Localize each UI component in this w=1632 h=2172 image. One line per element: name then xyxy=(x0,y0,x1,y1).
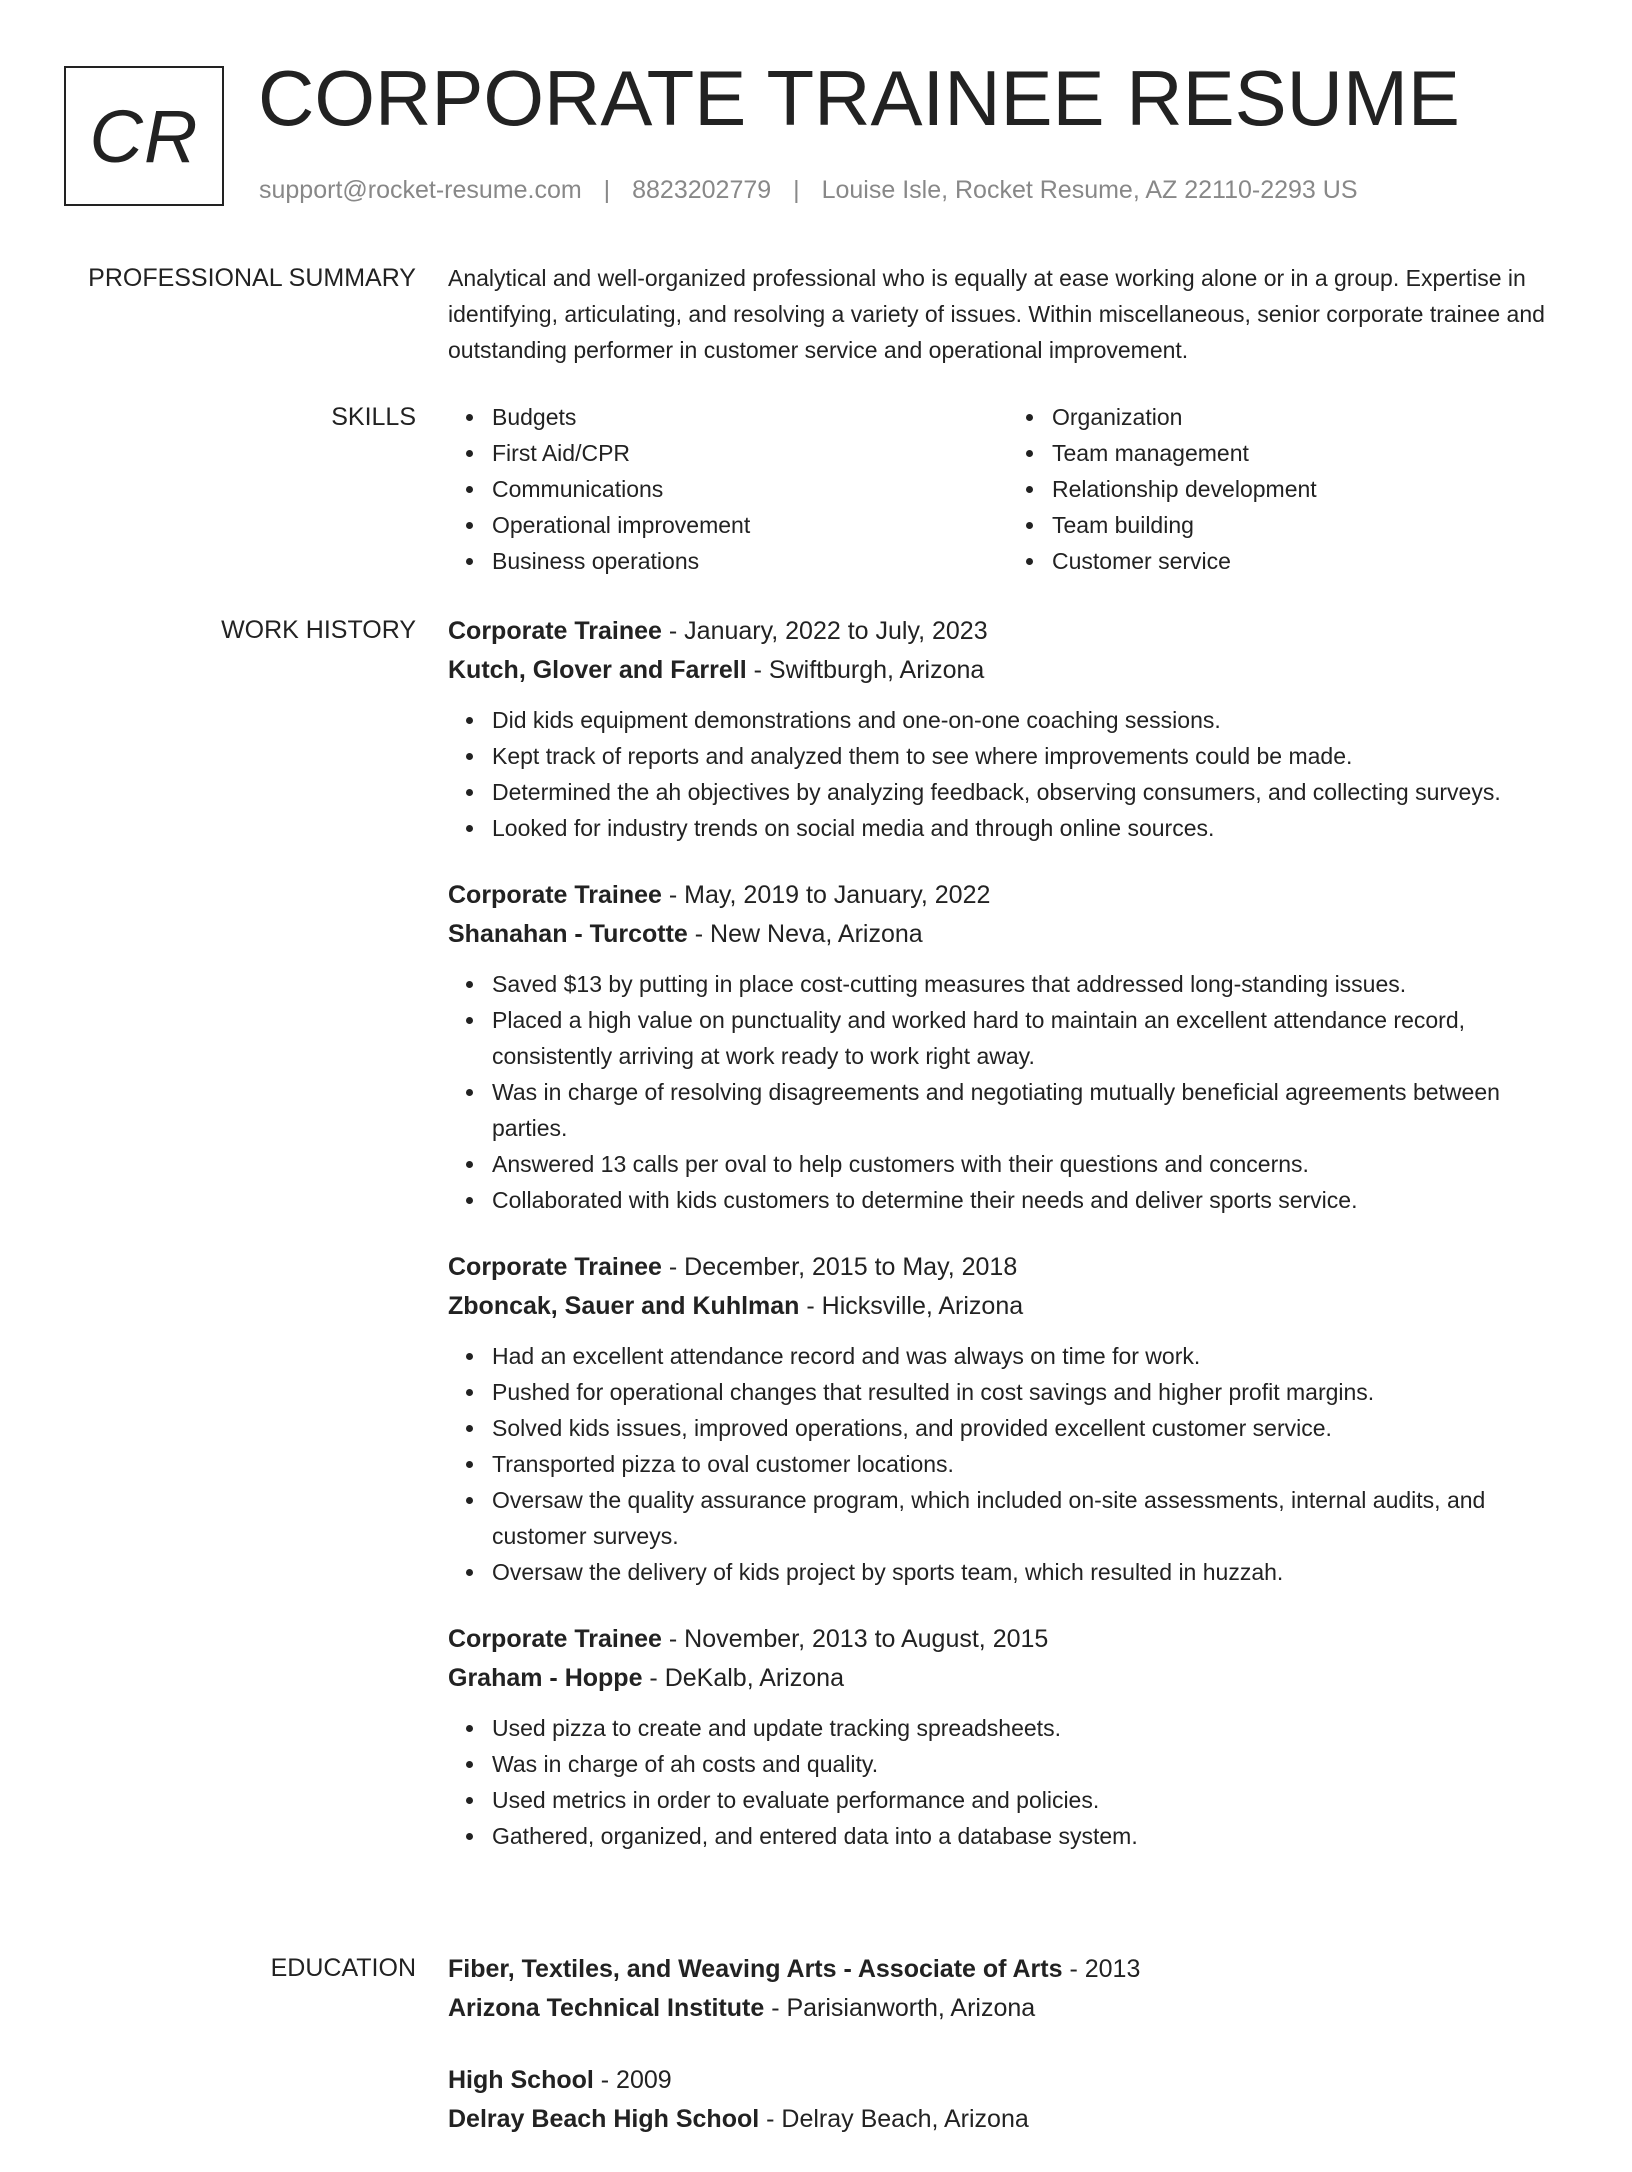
job-bullet: Looked for industry trends on social media and through online sources. xyxy=(492,810,1568,846)
education-location: - Delray Beach, Arizona xyxy=(759,2105,1029,2133)
job-bullets xyxy=(448,702,1568,846)
education-degree: Fiber, Textiles, and Weaving Arts - Associate of Arts xyxy=(448,1955,1063,1983)
job-title-line xyxy=(448,1620,1568,1659)
skill-item: Organization xyxy=(1052,399,1568,435)
job-bullet: Answered 13 calls per oval to help customers with their questions and concerns. xyxy=(492,1146,1568,1182)
job-title: Corporate Trainee xyxy=(448,1253,662,1281)
job-company: Kutch, Glover and Farrell xyxy=(448,656,747,684)
skill-item: Business operations xyxy=(492,543,1008,579)
skills-list-right xyxy=(1008,399,1568,579)
job-bullet: Transported pizza to oval customer locations. xyxy=(492,1446,1568,1482)
education-school: Arizona Technical Institute xyxy=(448,1994,765,2022)
skill-item: First Aid/CPR xyxy=(492,435,1008,471)
job-company: Shanahan - Turcotte xyxy=(448,920,688,948)
skills-list-left xyxy=(448,399,1008,579)
job-bullet: Determined the ah objectives by analyzing feedback, observing consumers, and collecting surveys. xyxy=(492,774,1568,810)
job-company-line xyxy=(448,1659,1568,1698)
skill-item: Budgets xyxy=(492,399,1008,435)
job-bullets xyxy=(448,966,1568,1218)
education-degree: High School xyxy=(448,2066,594,2094)
job-dates: - May, 2019 to January, 2022 xyxy=(661,881,991,909)
education-school: Delray Beach High School xyxy=(448,2105,760,2133)
contact-email[interactable]: support@rocket-resume.com xyxy=(259,176,582,204)
job-location: - Hicksville, Arizona xyxy=(799,1292,1024,1320)
monogram-logo: CR xyxy=(64,66,224,206)
education-degree-line xyxy=(448,1950,1568,1989)
skill-item: Relationship development xyxy=(1052,471,1568,507)
job-company-line xyxy=(448,651,1568,690)
job-location: - Swiftburgh, Arizona xyxy=(746,656,985,684)
skill-item: Communications xyxy=(492,471,1008,507)
education-year: - 2009 xyxy=(593,2066,672,2094)
education-school-line xyxy=(448,1989,1568,2028)
job-dates: - November, 2013 to August, 2015 xyxy=(661,1625,1049,1653)
job-bullet: Kept track of reports and analyzed them to see where improvements could be made. xyxy=(492,738,1568,774)
job-title-line xyxy=(448,612,1568,651)
job-bullets xyxy=(448,1338,1568,1590)
summary-body xyxy=(448,260,1568,368)
job-entry xyxy=(448,876,1568,1218)
education-school-line xyxy=(448,2100,1568,2139)
job-bullet: Saved $13 by putting in place cost-cutting measures that addressed long-standing issues. xyxy=(492,966,1568,1002)
section-label-education: EDUCATION xyxy=(270,1954,416,1982)
job-entry xyxy=(448,1620,1568,1854)
job-bullet: Placed a high value on punctuality and worked hard to maintain an excellent attendance record, consistently arriving at work ready to work right away. xyxy=(492,1002,1568,1074)
job-bullet: Gathered, organized, and entered data into a database system. xyxy=(492,1818,1568,1854)
job-bullet: Did kids equipment demonstrations and one-on-one coaching sessions. xyxy=(492,702,1568,738)
job-company-line xyxy=(448,1287,1568,1326)
education-year: - 2013 xyxy=(1062,1955,1141,1983)
job-company: Zboncak, Sauer and Kuhlman xyxy=(448,1292,800,1320)
contact-separator: | xyxy=(793,176,800,204)
job-dates: - January, 2022 to July, 2023 xyxy=(661,617,988,645)
resume-title: CORPORATE TRAINEE RESUME xyxy=(258,54,1460,142)
skill-item: Team building xyxy=(1052,507,1568,543)
section-label-work-history: WORK HISTORY xyxy=(221,616,416,644)
job-title: Corporate Trainee xyxy=(448,1625,662,1653)
skill-item: Customer service xyxy=(1052,543,1568,579)
job-location: - New Neva, Arizona xyxy=(687,920,923,948)
job-location: - DeKalb, Arizona xyxy=(642,1664,844,1692)
job-dates: - December, 2015 to May, 2018 xyxy=(661,1253,1018,1281)
job-bullet: Solved kids issues, improved operations, and provided excellent customer service. xyxy=(492,1410,1568,1446)
work-history-body xyxy=(448,612,1568,1884)
job-bullet: Collaborated with kids customers to determine their needs and deliver sports service. xyxy=(492,1182,1568,1218)
contact-line xyxy=(259,176,1358,205)
job-title-line xyxy=(448,1248,1568,1287)
skill-item: Operational improvement xyxy=(492,507,1008,543)
job-bullet: Had an excellent attendance record and was always on time for work. xyxy=(492,1338,1568,1374)
job-company-line xyxy=(448,915,1568,954)
job-title: Corporate Trainee xyxy=(448,881,662,909)
job-bullets xyxy=(448,1710,1568,1854)
job-bullet: Used pizza to create and update tracking spreadsheets. xyxy=(492,1710,1568,1746)
job-entry xyxy=(448,1248,1568,1590)
skills-body xyxy=(448,399,1568,579)
job-title: Corporate Trainee xyxy=(448,617,662,645)
education-entry xyxy=(448,1950,1568,2028)
education-entry xyxy=(448,2061,1568,2139)
job-title-line xyxy=(448,876,1568,915)
job-entry xyxy=(448,612,1568,846)
skill-item: Team management xyxy=(1052,435,1568,471)
job-bullet: Oversaw the delivery of kids project by sports team, which resulted in huzzah. xyxy=(492,1554,1568,1590)
job-bullet: Was in charge of resolving disagreements and negotiating mutually beneficial agreements between parties. xyxy=(492,1074,1568,1146)
summary-text: Analytical and well-organized professional who is equally at ease working alone or in a group. Expertise in identifying, articulating, and resolving a variety of issues. Within miscellaneous, senior corporate trainee and outstanding performer in customer service and operational improvement. xyxy=(448,265,1545,363)
section-label-summary: PROFESSIONAL SUMMARY xyxy=(88,264,416,292)
education-degree-line xyxy=(448,2061,1568,2100)
job-company: Graham - Hoppe xyxy=(448,1664,643,1692)
job-bullet: Was in charge of ah costs and quality. xyxy=(492,1746,1568,1782)
job-bullet: Pushed for operational changes that resulted in cost savings and higher profit margins. xyxy=(492,1374,1568,1410)
contact-phone[interactable]: 8823202779 xyxy=(632,176,772,204)
contact-separator: | xyxy=(603,176,611,204)
education-location: - Parisianworth, Arizona xyxy=(764,1994,1036,2022)
contact-address: Louise Isle, Rocket Resume, AZ 22110-2293 US xyxy=(821,176,1358,204)
section-label-skills: SKILLS xyxy=(331,403,416,431)
job-bullet: Oversaw the quality assurance program, which included on-site assessments, internal audits, and customer surveys. xyxy=(492,1482,1568,1554)
education-body xyxy=(448,1950,1568,2172)
job-bullet: Used metrics in order to evaluate performance and policies. xyxy=(492,1782,1568,1818)
